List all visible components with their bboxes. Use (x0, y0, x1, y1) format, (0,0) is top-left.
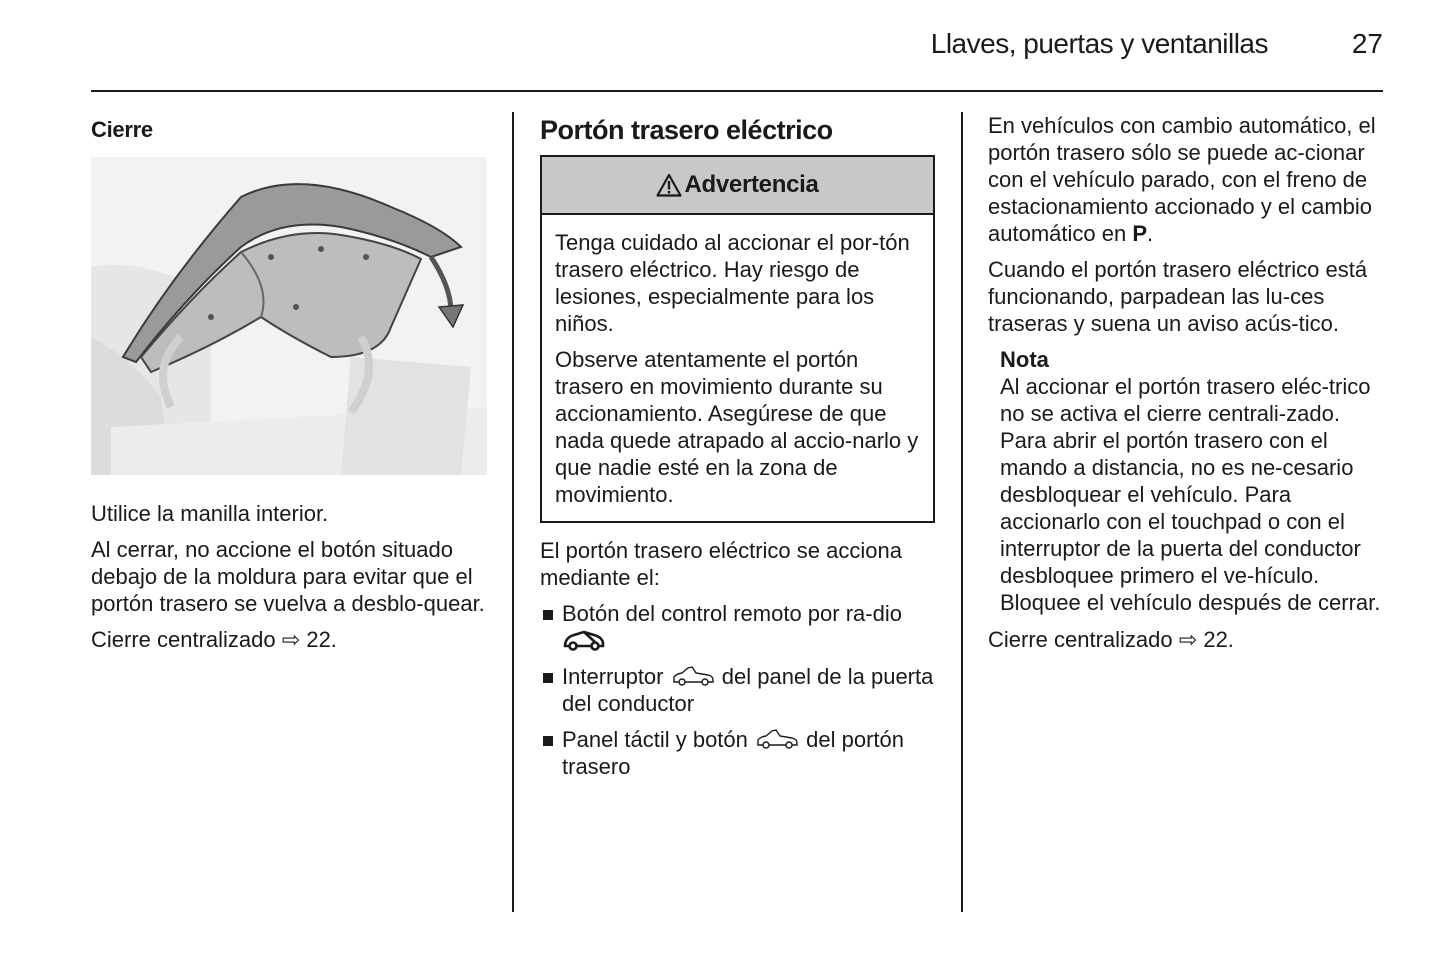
paragraph: El portón trasero eléctrico se acciona mediante el: (540, 538, 902, 590)
page-number: 27 (1351, 28, 1383, 59)
column-3 (988, 112, 1384, 662)
list-item: Panel táctil y botón del portón trasero (540, 726, 935, 780)
column-divider-2 (961, 112, 963, 912)
xref-arrow-icon: ⇨ (281, 627, 301, 652)
car-tailgate-outline-icon (754, 728, 800, 750)
warning-header (542, 157, 933, 215)
bullet-square-icon (543, 610, 553, 620)
tailgate-illustration (91, 157, 487, 475)
note-box (988, 346, 1384, 616)
warning-paragraph: Observe atentamente el portón trasero en movimiento durante su accionamiento. Asegúrese de que nada quede atrapado al accio-narlo y que nadie esté en la zona de movimiento. (555, 347, 919, 507)
xref-text: Cierre centralizado (988, 627, 1173, 652)
car-tailgate-outline-icon (670, 665, 716, 687)
warning-triangle-icon (656, 173, 682, 197)
car-tailgate-filled-icon (562, 629, 606, 651)
page-title: Llaves, puertas y ventanillas (930, 28, 1268, 59)
column-2 (540, 112, 935, 789)
warning-box (540, 155, 935, 523)
list-item: Interruptor del panel de la puerta del conductor (540, 663, 935, 717)
warning-paragraph: Tenga cuidado al accionar el por-tón trasero eléctrico. Hay riesgo de lesiones, especialmente para los niños. (555, 230, 910, 336)
column-divider-1 (512, 112, 514, 912)
cross-reference (91, 626, 487, 653)
bullet-square-icon (543, 736, 553, 746)
warning-title: Advertencia (684, 171, 819, 198)
gear-position: P (1132, 221, 1148, 246)
paragraph: Cuando el portón trasero eléctrico está funcionando, parpadean las lu-ces traseras y suena un aviso acús-tico. (988, 257, 1368, 336)
list-item: Botón del control remoto por ra-dio (540, 600, 935, 654)
header-divider (91, 90, 1383, 92)
xref-page: 22. (306, 627, 337, 652)
section-heading-cierre: Cierre (91, 117, 153, 142)
paragraph: Al cerrar, no accione el botón situado debajo de la moldura para evitar que el portón trasero se vuelva a desblo-quear. (91, 537, 485, 616)
bullet-square-icon (543, 673, 553, 683)
cross-reference (988, 626, 1384, 653)
xref-text: Cierre centralizado (91, 627, 276, 652)
xref-arrow-icon: ⇨ (1178, 627, 1198, 652)
xref-page: 22. (1203, 627, 1234, 652)
paragraph: Utilice la manilla interior. (91, 501, 329, 526)
note-text: Al accionar el portón trasero eléc-trico no se activa el cierre centrali-zado. Para abrir el portón trasero con el mando a distancia, no es ne-cesario desbloquear el vehículo. Para accionarlo con el touchpad o con el interruptor de la puerta del conductor desbloquee primero el ve-hículo. Bloquee el vehículo después de cerrar. (1000, 374, 1381, 615)
column-1 (91, 112, 487, 662)
warning-body (542, 215, 933, 521)
bullet-list (540, 600, 935, 780)
section-heading-porton: Portón trasero eléctrico (540, 115, 833, 145)
note-title: Nota (1000, 347, 1049, 372)
paragraph: En vehículos con cambio automático, el portón trasero sólo se puede ac-cionar con el vehículo parado, con el freno de estacionamiento accionado y el cambio automático en P. (988, 113, 1376, 246)
